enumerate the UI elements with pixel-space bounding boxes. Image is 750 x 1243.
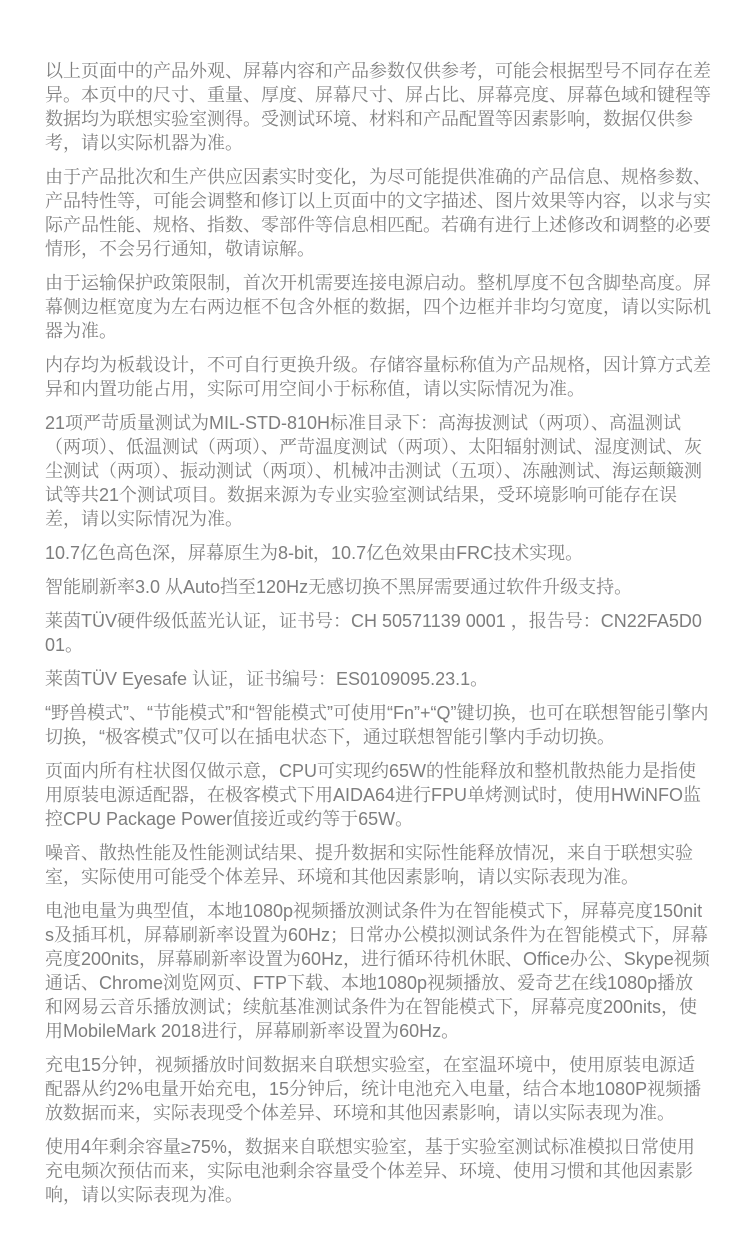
disclaimer-paragraph: 噪音、散热性能及性能测试结果、提升数据和实际性能释放情况，来自于联想实验室，实际使用可能受个体差异、环境和其他因素影响，请以实际表现为准。 (45, 843, 693, 887)
disclaimer-paragraph: 内存均为板载设计，不可自行更换升级。存储容量标称值为产品规格，因计算方式差异和内置功能占用，实际可用空间小于标称值，请以实际情况为准。 (45, 355, 711, 399)
disclaimer-paragraph: 莱茵TÜV硬件级低蓝光认证，证书号：CH 50571139 0001 ，报告号：CN22FA5D001。 (45, 611, 702, 655)
disclaimer-paragraph: 智能刷新率3.0 从Auto挡至120Hz无感切换不黑屏需要通过软件升级支持。 (45, 577, 633, 597)
disclaimer-paragraph: 电池电量为典型值，本地1080p视频播放测试条件为在智能模式下，屏幕亮度150nits及插耳机，屏幕刷新率设置为60Hz；日常办公模拟测试条件为在智能模式下，屏幕亮度200nits，屏幕刷新率设置为60Hz，进行循环待机休眠、Office办公、Skype视频通话、Chrome浏览网页、FTP下载、本地1080p视频播放、爱奇艺在线1080p播放和网易云音乐播放测试；续航基准测试条件为在智能模式下，屏幕亮度200nits，使用MobileMark 2018进行，屏幕刷新率设置为60Hz。 (45, 901, 710, 1041)
disclaimer-paragraph: 由于运输保护政策限制，首次开机需要连接电源启动。整机厚度不包含脚垫高度。屏幕侧边框宽度为左右两边框不包含外框的数据，四个边框并非均匀宽度，请以实际机器为准。 (45, 273, 711, 341)
disclaimer-paragraph: 10.7亿色高色深，屏幕原生为8-bit，10.7亿色效果由FRC技术实现。 (45, 543, 584, 563)
disclaimer-paragraph: 21项严苛质量测试为MIL-STD-810H标准目录下：高海拔测试（两项）、高温测试（两项）、低温测试（两项）、严苛温度测试（两项）、太阳辐射测试、湿度测试、灰尘测试（两项）、振动测试（两项）、机械冲击测试（五项）、冻融测试、海运颠簸测试等共21个测试项目。数据来源为专业实验室测试结果，受环境影响可能存在误差，请以实际情况为准。 (45, 413, 702, 529)
disclaimer-paragraph: 使用4年剩余容量≥75%，数据来自联想实验室，基于实验室测试标准模拟日常使用充电频次预估而来，实际电池剩余容量受个体差异、环境、使用习惯和其他因素影响，请以实际表现为准。 (45, 1137, 695, 1205)
disclaimer-paragraph: 以上页面中的产品外观、屏幕内容和产品参数仅供参考，可能会根据型号不同存在差异。本页中的尺寸、重量、厚度、屏幕尺寸、屏占比、屏幕亮度、屏幕色域和键程等数据均为联想实验室测得。受测试环境、材料和产品配置等因素影响，数据仅供参考，请以实际机器为准。 (45, 61, 711, 153)
disclaimer-paragraph: 由于产品批次和生产供应因素实时变化，为尽可能提供准确的产品信息、规格参数、产品特性等，可能会调整和修订以上页面中的文字描述、图片效果等内容，以求与实际产品性能、规格、指数、零部件等信息相匹配。若确有进行上述修改和调整的必要情形，不会另行通知，敬请谅解。 (45, 167, 711, 259)
disclaimer-paragraph: 充电15分钟，视频播放时间数据来自联想实验室，在室温环境中，使用原装电源适配器从约2%电量开始充电，15分钟后，统计电池充入电量，结合本地1080P视频播放数据而来，实际表现受个体差异、环境和其他因素影响，请以实际表现为准。 (45, 1055, 702, 1123)
disclaimer-paragraph: “野兽模式”、“节能模式”和“智能模式”可使用“Fn”+“Q”键切换，也可在联想智能引擎内切换，“极客模式”仅可以在插电状态下，通过联想智能引擎内手动切换。 (45, 703, 709, 747)
disclaimer-paragraph: 页面内所有柱状图仅做示意，CPU可实现约65W的性能释放和整机散热能力是指使用原装电源适配器，在极客模式下用AIDA64进行FPU单烤测试时，使用HWiNFO监控CPU Package Power值接近或约等于65W。 (45, 761, 702, 829)
disclaimer-paragraph: 莱茵TÜV Eyesafe 认证，证书编号：ES0109095.23.1。 (45, 669, 489, 689)
